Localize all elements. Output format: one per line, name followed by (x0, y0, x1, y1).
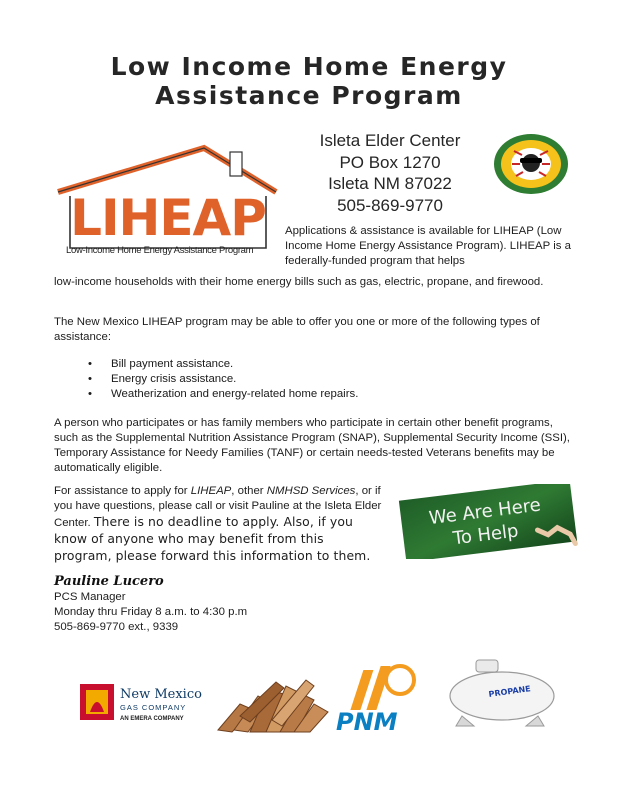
pnm-text: PNM (336, 708, 398, 736)
pnm-logo (330, 662, 435, 737)
contact-title: PCS Manager (54, 591, 126, 603)
title-line-2: Assistance Program (155, 81, 463, 110)
signature: Pauline Lucero (54, 574, 164, 589)
address-block (300, 130, 480, 216)
eligibility-paragraph: A person who participates or has family members who participate in certain other benefit programs, such as the Supplemental Nutrition Assistance Program (SNAP), Supplemental Security Income (SSI), Temporary Assistance for Needy Families (TANF) or certain needs-tested Veterans benefits may be automatically eligible. (54, 417, 570, 474)
contact-paragraph-text-3: , or if you have questions, please call or visit Pauline at the Isleta Elder Center. (54, 485, 382, 529)
intro-paragraph-part-1: Applications & assistance is available for LIHEAP (Low Income Home Energy Assistance Program). LIHEAP is a federally-funded program that helps (285, 225, 571, 267)
contact-paragraph-nmhsd: NMHSD Services (266, 485, 356, 497)
help-board-line-1: We Are Here (427, 494, 542, 530)
new-mexico-gas-logo (80, 682, 220, 724)
propane-label: PROPANE (488, 684, 532, 699)
pueblo-seal-icon (492, 133, 570, 195)
list-item: • Bill payment assistance. (88, 357, 358, 372)
liheap-logo-text: LIHEAP (70, 189, 266, 247)
page-title (0, 52, 618, 110)
contact-hours: Monday thru Friday 8 a.m. to 4:30 p.m (54, 606, 248, 618)
nmgas-name: New Mexico (120, 687, 202, 702)
assistance-list (88, 357, 358, 402)
title-line-1: Low Income Home Energy (110, 52, 508, 81)
contact-paragraph-liheap: LIHEAP (190, 485, 232, 497)
nmgas-subtitle: GAS COMPANY (120, 703, 187, 712)
firewood-image (210, 660, 335, 735)
contact-block (54, 590, 247, 635)
liheap-logo (52, 140, 282, 260)
address-line-1: Isleta Elder Center (319, 131, 461, 150)
contact-phone: 505-869-9770 ext., 9339 (54, 621, 179, 633)
address-line-3: Isleta NM 87022 (328, 174, 452, 193)
list-item: • Weatherization and energy-related home repairs. (88, 387, 358, 402)
help-board-line-2: To Help (451, 520, 520, 550)
we-are-here-to-help-image (396, 484, 581, 559)
contact-paragraph-text-2: , other (231, 485, 267, 497)
nmgas-tagline: AN EMERA COMPANY (120, 716, 184, 722)
intro-paragraph-part-2: low-income households with their home energy bills such as gas, electric, propane, and firewood. (54, 276, 544, 288)
contact-paragraph-deadline: There is no deadline to apply. Also, if you know of anyone who may benefit from this program, please forward this information to them. (54, 514, 371, 563)
liheap-logo-caption: Low-Income Home Energy Assistance Program (66, 245, 254, 256)
propane-tank-image (440, 650, 560, 730)
address-phone: 505-869-9770 (337, 195, 443, 215)
assistance-types-paragraph: The New Mexico LIHEAP program may be able to offer you one or more of the following types of assistance: (54, 316, 540, 343)
address-line-2: PO Box 1270 (339, 152, 441, 172)
list-item: • Energy crisis assistance. (88, 372, 358, 387)
contact-paragraph-text-1: For assistance to apply for (54, 485, 191, 497)
contact-paragraph (54, 484, 384, 565)
